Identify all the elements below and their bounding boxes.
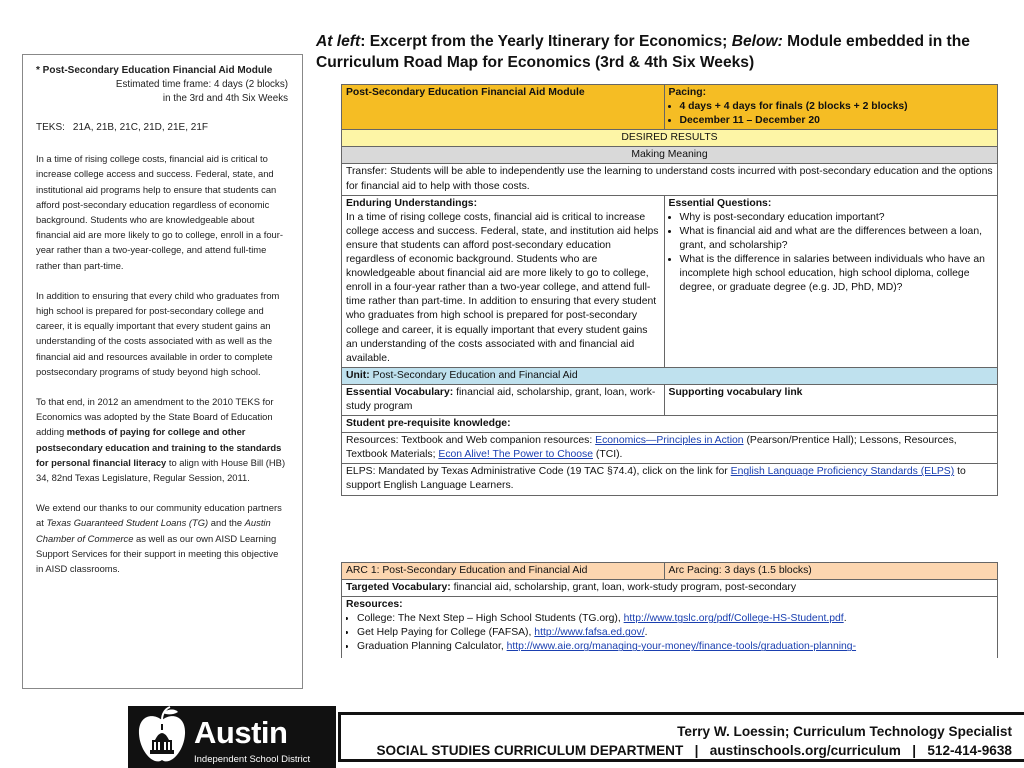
slide-headline: At left: Excerpt from the Yearly Itinerary for Economics; Below: Module embedded in the Curriculum Road Map for Economics (3rd & 4th Six Weeks) bbox=[316, 33, 970, 71]
essential-question: • What is financial aid and what are the differences between a loan, grant, and scholarship? bbox=[680, 225, 993, 253]
essential-vocabulary-cell: Essential Vocabulary: financial aid, scholarship, grant, loan, work-study program bbox=[342, 384, 665, 415]
fafsa-link[interactable]: http://www.fafsa.ed.gov/ bbox=[534, 627, 645, 639]
arc-header-row bbox=[342, 563, 998, 580]
logo-subtitle: Independent School District bbox=[194, 754, 311, 765]
arc-table bbox=[341, 562, 998, 658]
module-title: * Post-Secondary Education Financial Aid Module bbox=[36, 65, 273, 76]
unit-row: Unit: Post-Secondary Education and Financial Aid bbox=[342, 367, 998, 384]
econ-alive-link[interactable]: Econ Alive! The Power to Choose bbox=[438, 449, 594, 461]
footer-department: SOCIAL STUDIES CURRICULUM DEPARTMENT | austinschools.org/curriculum | 512-414-9638 bbox=[376, 743, 1012, 758]
arc-resources-cell: Resources: • College: The Next Step – High School Students (TG.org), http://www.tgslc.org/pdf/College-HS-Student.pdf. • Get Help Paying for College (FAFSA), http://www.fafsa.ed.gov/. • Graduation Planning Calculator, http://www.aie.org/managing-your-money/finance-tools/graduation-planning- bbox=[342, 597, 998, 659]
making-meaning-row: Making Meaning bbox=[342, 147, 998, 164]
arc-title: ARC 1: Post-Secondary Education and Financial Aid bbox=[342, 563, 665, 580]
arc-resource-item: • College: The Next Step – High School Students (TG.org), http://www.tgslc.org/pdf/College-HS-Student.pdf. bbox=[357, 612, 993, 626]
targeted-vocabulary-row: Targeted Vocabulary: financial aid, scholarship, grant, loan, work-study program, post-secondary bbox=[342, 580, 998, 597]
logo-wordmark: Austin bbox=[194, 715, 288, 750]
arc-resource-item: • Get Help Paying for College (FAFSA), http://www.fafsa.ed.gov/. bbox=[357, 626, 993, 640]
itinerary-paragraph-3: To that end, in 2012 an amendment to the 2010 TEKS for Economics was adopted by the State Board of Education adding methods of paying for college and other postsecondary education and training to the standards for personal financial literacy to align with House Bill (HB) 34, 82nd Texas Legislature, Regular Session, 2011. bbox=[36, 396, 286, 484]
itinerary-paragraph-2: In addition to ensuring that every child who graduates from high school is prepared for post-secondary college and career, it is equally important that every student gains an understanding of the costs associated with as well as the financial aid and resources available in order to complete postsecondary programs of study beyond high school. bbox=[36, 289, 280, 377]
essential-questions-cell: Essential Questions: • Why is post-secondary education important? • What is financial aid and what are the differences between a loan, grant, and scholarship? • What is the difference in salaries between individuals who have an incomplete high school education, high school diploma, college degree, or graduate degree (e.g. JD, PhD, MD)? bbox=[664, 195, 997, 367]
prerequisite-knowledge-row: Student pre-requisite knowledge: bbox=[342, 416, 998, 433]
enduring-understandings-cell: Enduring Understandings: In a time of rising college costs, financial aid is critical to increase college access and success. Federal, state, and institution aid helps ensure that students can afford post-secondary education regardless of economic background. Students who are knowledgeable about financial aid are more likely to go to college, enroll in a four-year rather than a two-year college, and attend full-time rather than part-time. In addition to ensuring that every student who graduates from high school is prepared for post-secondary college and career, it is equally important that every student gains an understanding of the costs associated with and financial aid available. bbox=[342, 195, 665, 367]
economics-principles-link[interactable]: Economics—Principles in Action bbox=[595, 435, 744, 447]
estimated-time-frame: Estimated time frame: 4 days (2 blocks) bbox=[115, 79, 288, 90]
arc-pacing: Arc Pacing: 3 days (1.5 blocks) bbox=[664, 563, 997, 580]
apple-capitol-icon bbox=[132, 706, 192, 768]
footer-author: Terry W. Loessin; Curriculum Technology Specialist bbox=[677, 724, 1012, 739]
tgslc-link[interactable]: http://www.tgslc.org/pdf/College-HS-Student.pdf bbox=[623, 613, 844, 625]
itinerary-excerpt-panel bbox=[22, 54, 303, 689]
six-weeks-line: in the 3rd and 4th Six Weeks bbox=[162, 93, 288, 104]
roadmap-pacing: Pacing: • 4 days + 4 days for finals (2 blocks + 2 blocks) • December 11 – December 20 bbox=[664, 85, 997, 130]
essential-question: • Why is post-secondary education important? bbox=[680, 211, 993, 225]
footer bbox=[128, 706, 1024, 768]
itinerary-paragraph-1: In a time of rising college costs, financial aid is critical to increase college access and success. Federal, state, and institutional aid programs help to ensure that students can afford post-secondary education regardless of economic background. Students who are knowledgeable about financial aid are more likely to go to college, enroll in a four-year rather than a two-year-college, and attend full-time rather than part-time. bbox=[36, 153, 284, 271]
teks-line: TEKS: 21A, 21B, 21C, 21D, 21E, 21F bbox=[36, 122, 208, 133]
supporting-vocabulary-link[interactable]: Supporting vocabulary link bbox=[664, 384, 997, 415]
resources-row: Resources: Textbook and Web companion resources: Economics—Principles in Action (Pearson/Prentice Hall); Lessons, Resources, Textbook Materials; Econ Alive! The Power to Choose (TCI). bbox=[342, 433, 998, 464]
arc-resource-item: • Graduation Planning Calculator, http://www.aie.org/managing-your-money/finance-tools/graduation-planning- bbox=[357, 640, 993, 654]
transfer-row: Transfer: Students will be able to independently use the learning to understand costs incurred with post-secondary education and the options for financial aid to help with those costs. bbox=[342, 164, 998, 195]
desired-results-row: DESIRED RESULTS bbox=[342, 130, 998, 147]
footer-info-box bbox=[338, 712, 1024, 762]
graduation-calculator-link[interactable]: http://www.aie.org/managing-your-money/finance-tools/graduation-planning- bbox=[506, 641, 857, 653]
elps-row: ELPS: Mandated by Texas Administrative Code (19 TAC §74.4), click on the link for English Language Proficiency Standards (ELPS) to support English Language Learners. bbox=[342, 464, 998, 495]
itinerary-paragraph-4: We extend our thanks to our community education partners at Texas Guaranteed Student Loans (TG) and the Austin Chamber of Commerce as well as our own AISD Learning Support Services for their support in meeting this objective in AISD classrooms. bbox=[36, 502, 282, 575]
essential-question: • What is the difference in salaries between individuals who have an incomplete high school education, high school diploma, college degree, or graduate degree (e.g. JD, PhD, MD)? bbox=[680, 253, 993, 295]
roadmap-header-row bbox=[342, 85, 998, 130]
elps-link[interactable]: English Language Proficiency Standards (ELPS) bbox=[730, 466, 955, 478]
austin-isd-logo bbox=[128, 706, 336, 768]
roadmap-module-title: Post-Secondary Education Financial Aid Module bbox=[342, 85, 665, 130]
roadmap-table bbox=[341, 84, 998, 496]
